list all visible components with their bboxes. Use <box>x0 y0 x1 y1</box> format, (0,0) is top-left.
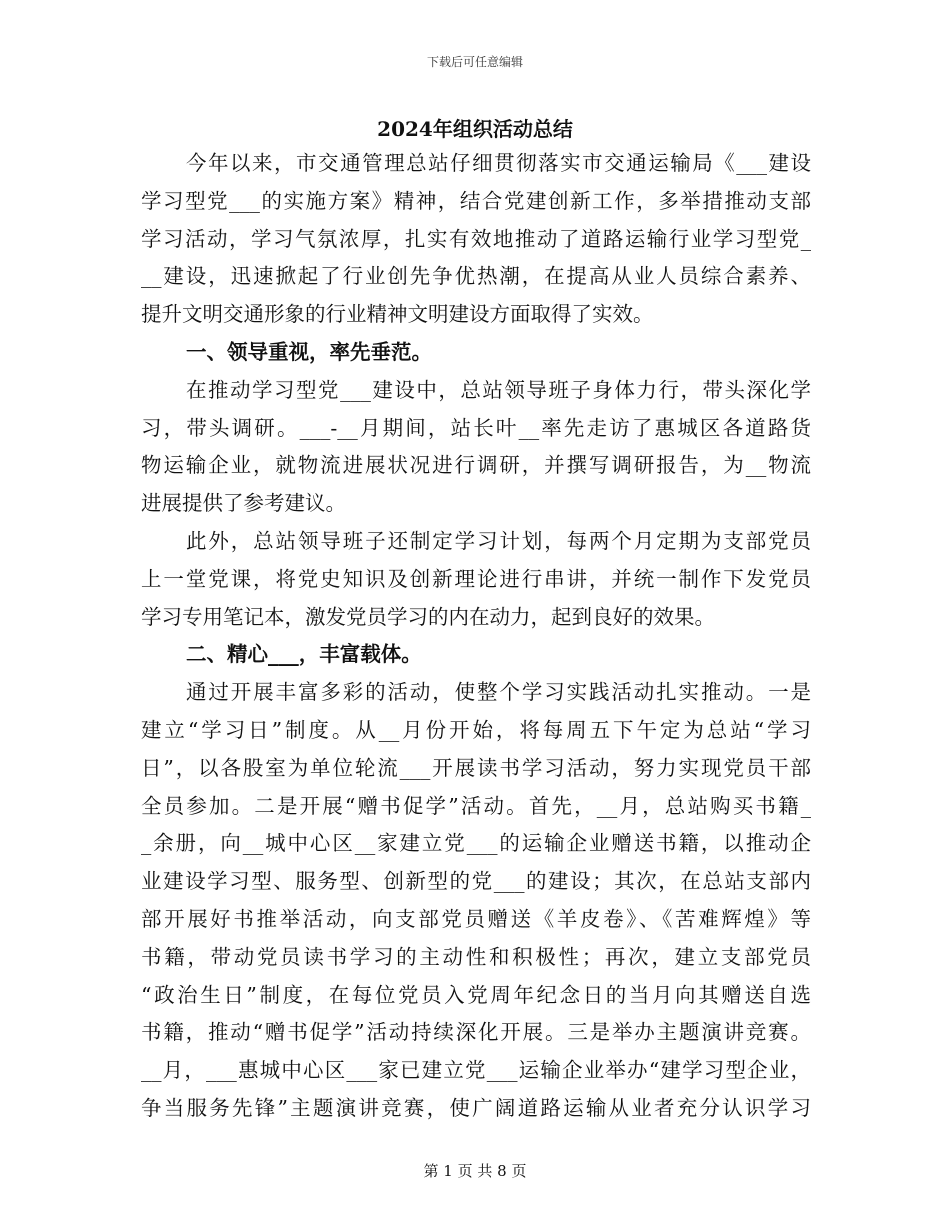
paragraph-line: 书籍，推动“赠书促学”活动持续深化开展。三是举办主题演讲竞赛。 <box>141 1020 811 1045</box>
paragraph-line: 争当服务先锋”主题演讲竞赛，使广阔道路运输从业者充分认识学习 <box>141 1095 811 1120</box>
paragraph-line: 业建设学习型、服务型、创新型的党___的建设；其次，在总站支部内 <box>141 869 811 894</box>
paragraph-line: __建设，迅速掀起了行业创先争优热潮，在提高从业人员综合素养、 <box>141 264 811 289</box>
paragraph-line: 习，带头调研。___-__月期间，站长叶__率先走访了惠城区各道路货 <box>141 415 811 440</box>
paragraph-line: 学习型党___的实施方案》精神，结合党建创新工作，多举措推动支部 <box>141 188 811 213</box>
paragraph-line: 日”，以各股室为单位轮流___开展读书学习活动，努力实现党员干部 <box>141 755 811 780</box>
section-heading: 一、领导重视，率先垂范。 <box>186 339 432 364</box>
paragraph-line: 建立“学习日”制度。从__月份开始，将每周五下午定为总站“学习 <box>141 717 811 742</box>
paragraph-line: __月，___惠城中心区___家已建立党___运输企业举办“建学习型企业， <box>141 1058 811 1083</box>
paragraph-line: 此外，总站领导班子还制定学习计划，每两个月定期为支部党员 <box>186 528 811 553</box>
paragraph-line: 提升文明交通形象的行业精神文明建设方面取得了实效。 <box>141 302 654 327</box>
document-body <box>141 145 811 1128</box>
header-note: 下载后可任意编辑 <box>426 55 523 69</box>
page-number-footer: 第 1 页 共 8 页 <box>423 1162 527 1180</box>
paragraph-line: 上一堂党课，将党史知识及创新理论进行串讲，并统一制作下发党员 <box>141 566 811 591</box>
paragraph-line: 今年以来，市交通管理总站仔细贯彻落实市交通运输局《___建设 <box>186 151 811 175</box>
document-title: 2024年组织活动总结 <box>377 117 573 141</box>
paragraph-line: “政治生日”制度，在每位党员入党周年纪念日的当月向其赠送自选 <box>141 982 811 1007</box>
paragraph-line: _余册，向__城中心区__家建立党___的运输企业赠送书籍，以推动企 <box>141 831 811 856</box>
paragraph-line: 进展提供了参考建议。 <box>141 491 346 516</box>
paragraph-line: 部开展好书推举活动，向支部党员赠送《羊皮卷》、《苦难辉煌》等 <box>141 906 811 931</box>
paragraph-line: 物运输企业，就物流进展状况进行调研，并撰写调研报告，为__物流 <box>141 453 811 478</box>
paragraph-line: 通过开展丰富多彩的活动，使整个学习实践活动扎实推动。一是 <box>186 680 811 705</box>
paragraph-line: 全员参加。二是开展“赠书促学”活动。首先，__月，总站购买书籍_ <box>141 793 811 818</box>
paragraph-line: 在推动学习型党___建设中，总站领导班子身体力行，带头深化学 <box>186 377 811 402</box>
paragraph-line: 学习专用笔记本，激发党员学习的内在动力，起到良好的效果。 <box>141 604 715 629</box>
paragraph-line: 书籍，带动党员读书学习的主动性和积极性；再次，建立支部党员 <box>141 944 811 969</box>
paragraph-line: 学习活动，学习气氛浓厚，扎实有效地推动了道路运输行业学习型党_ <box>141 226 811 251</box>
section-heading: 二、精心___，丰富载体。 <box>186 642 422 667</box>
